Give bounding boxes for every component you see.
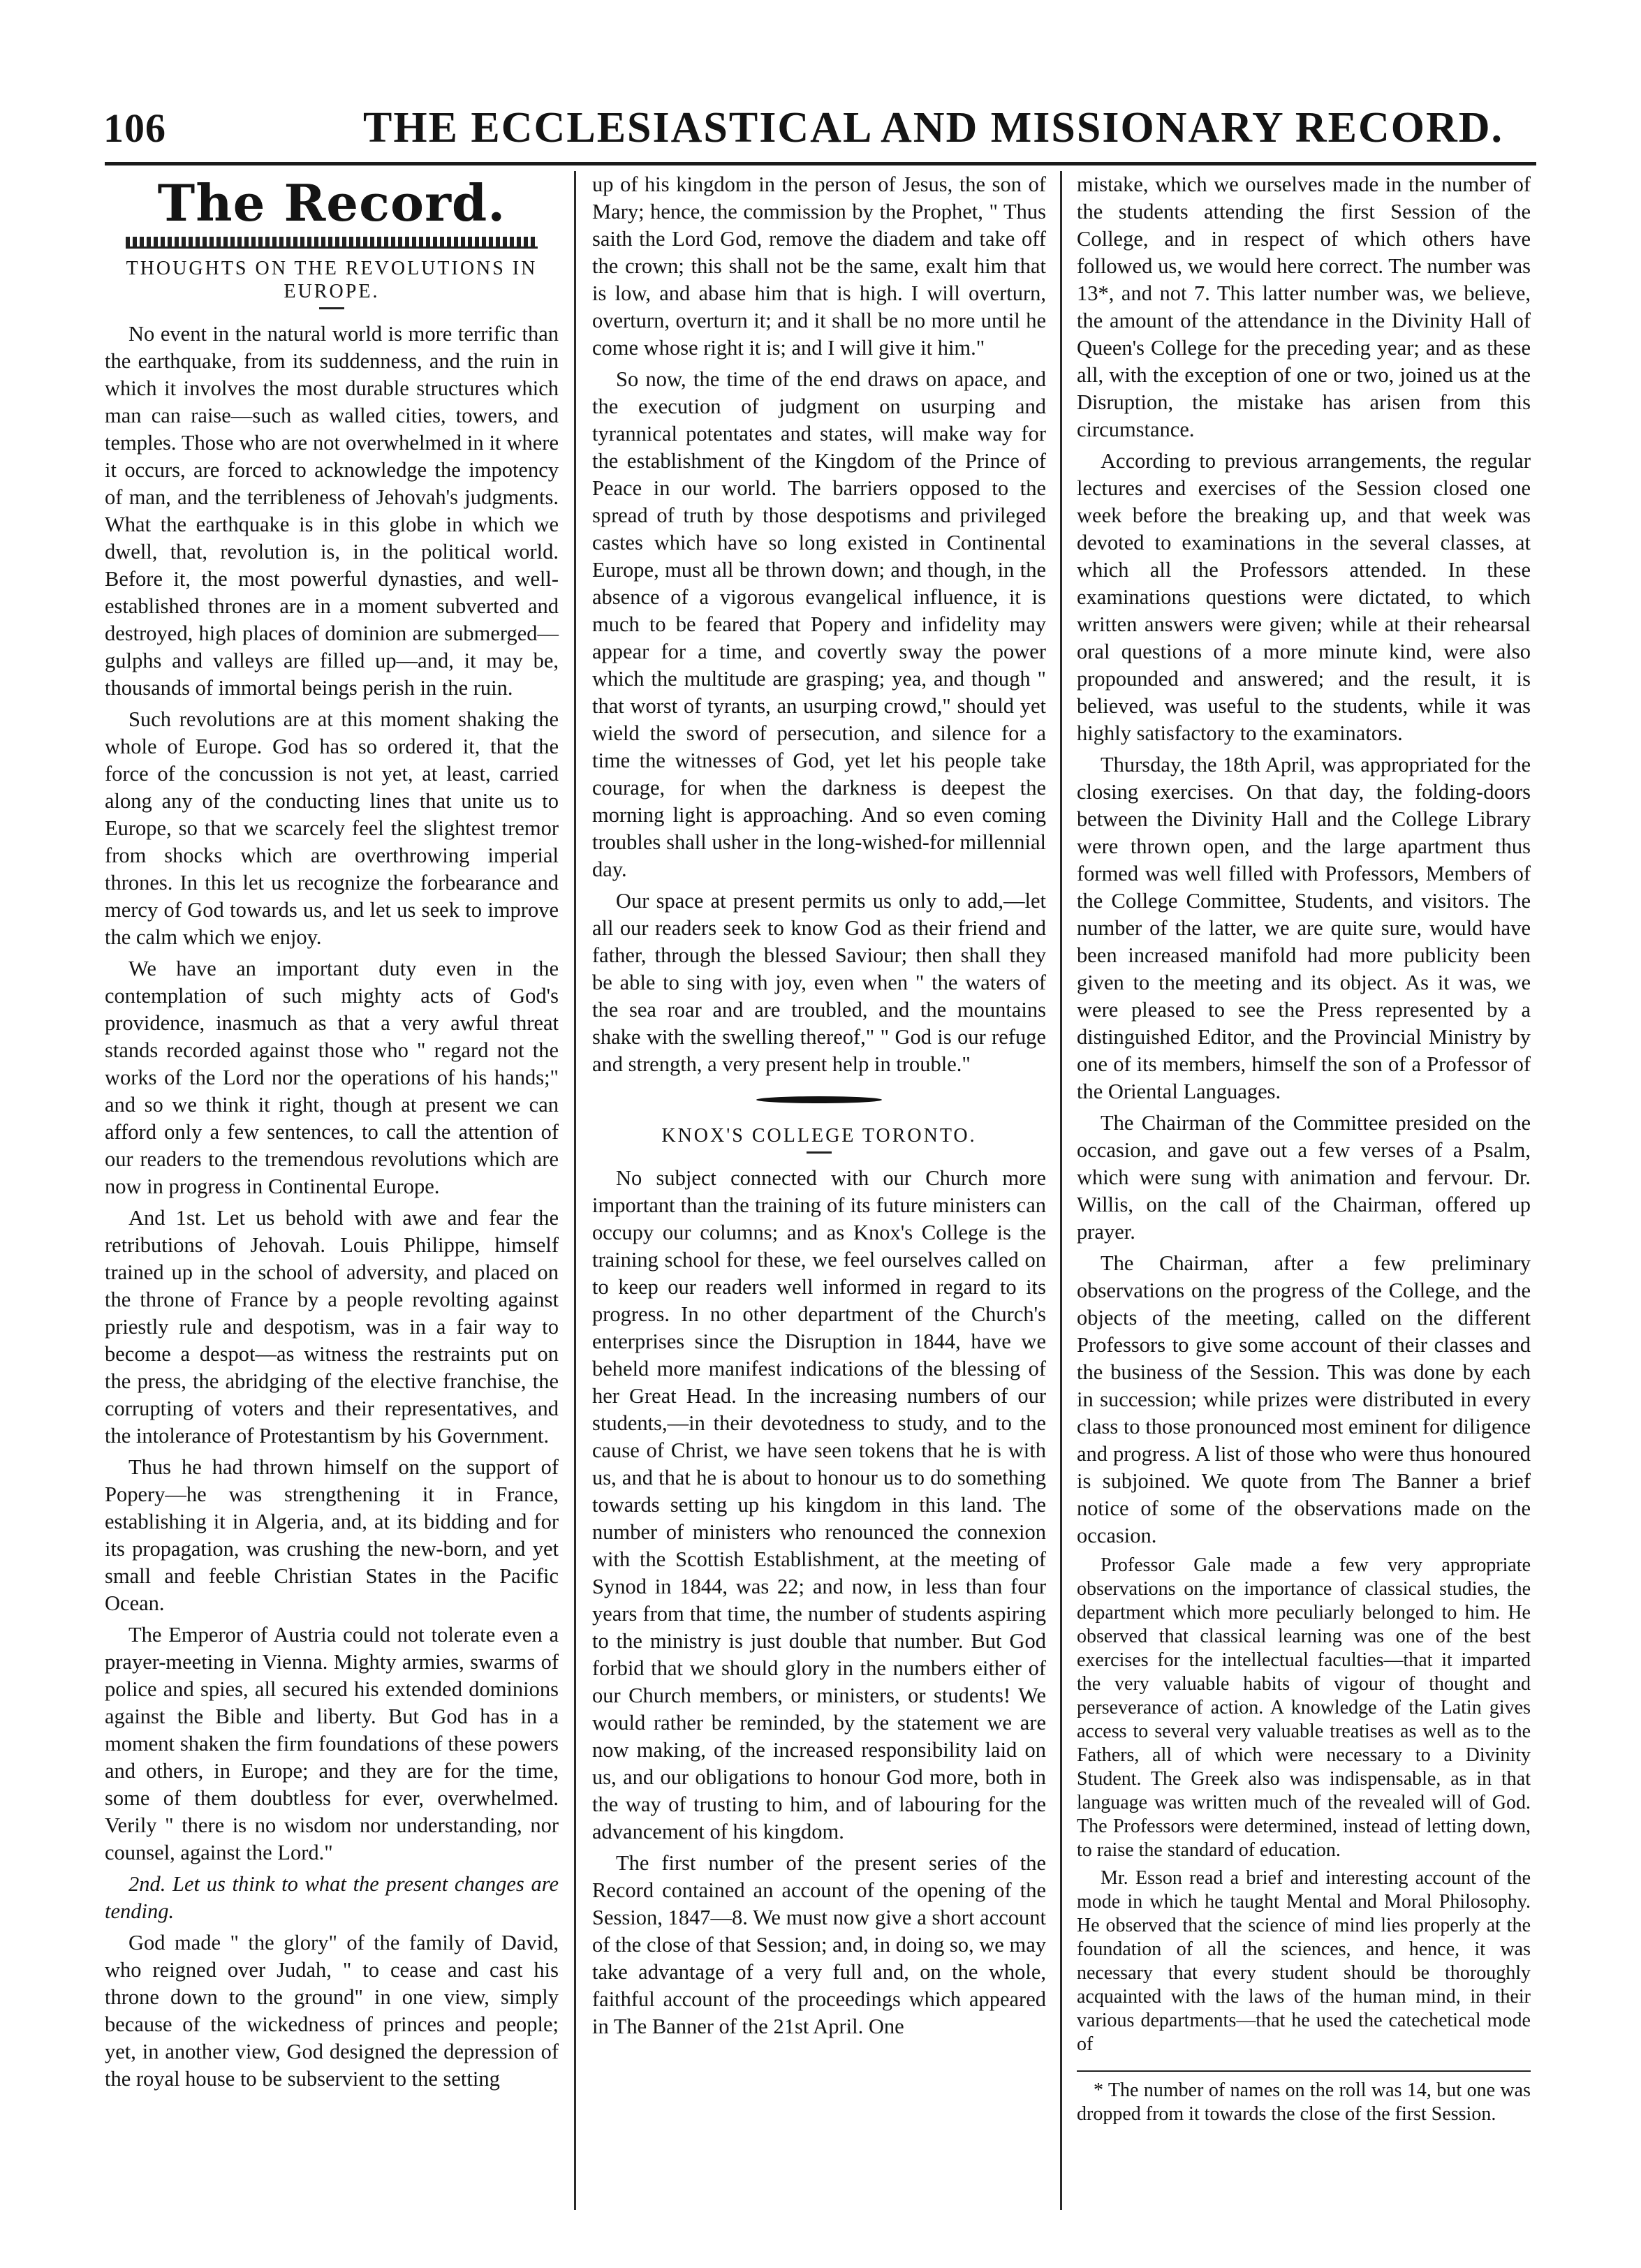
heading-dash: [807, 1151, 832, 1154]
column-2: [592, 171, 1046, 2045]
header-rule: [105, 162, 1536, 165]
paragraph: Professor Gale made a few very appropriate observations on the importance of classical studies, the department which more peculiarly belonged to him. He observed that classical learning was one of the best exercises for the intellectual faculties—that it imparted the very valuable habits of vigour of thought and perseverance of action. A knowledge of the Latin gives access to several very valuable treatises as well as to the Fathers, all of which were necessary to a Divinity Student. The Greek also was indispensable, as in that language was written much of the revealed will of God. The Professors were determined, instead of letting down, to raise the standard of education.: [1077, 1554, 1531, 1861]
paragraph: And 1st. Let us behold with awe and fear the retributions of Jehovah. Louis Philippe, himself trained up in the school of adversity, and placed on the throne of France by a people revolting against priestly rule and despotism, was in a fair way to become a despot—as witness the restraints put on the press, the abridging of the elective franchise, the corrupting of voters and their representatives, and the intolerance of Protestantism by his Government.: [105, 1206, 559, 1448]
section-divider: [756, 1096, 882, 1103]
paragraph: No subject connected with our Church more important than the training of its future ministers can occupy our columns; and as Knox's College is the training school for these, we feel ourselves called on to keep our readers well informed in regard to its progress. In no other department of the Church's enterprises since the Disruption in 1844, have we beheld more manifest indications of the blessing of her Great Head. In the increasing numbers of our students,—in their devotedness to study, and to the cause of Christ, we have seen tokens that he is with us, and that he is about to honour us to do something towards setting up his kingdom in this land. The number of ministers who renounced the connexion with the Scottish Establishment, at the meeting of Synod in 1844, was 22; and now, in less than four years from that time, the number of students aspiring to the ministry is just double that number. But God forbid that we should glory in the numbers either of our Church members, or ministers, or students! We would rather be reminded, by the statement we are now making, of the increased responsibility laid on us, and our obligations to honour God more, both in the way of trusting to him, and of labouring for the advancement of his kingdom.: [592, 1166, 1046, 1843]
paragraph: Such revolutions are at this moment shaking the whole of Europe. God has so ordered it, that the force of the concussion is not yet, at least, carried along any of the conducting lines that unite us to Europe, so that we scarcely feel the slightest tremor from shocks which are overthrowing imperial thrones. In this let us recognize the forbearance and mercy of God towards us, and let us seek to improve the calm which we enjoy.: [105, 707, 559, 949]
article-heading-knoxs-college: KNOX'S COLLEGE TORONTO.: [661, 1125, 977, 1147]
paragraph: mistake, which we ourselves made in the number of the students attending the first Session of the College, and in respect of which others have followed us, we would here correct. The number was 13*, and not 7. This latter number was, we believe, the amount of the attendance in the Divinity Hall of Queen's College for the preceding year; and as these all, with the exception of one or two, joined us at the Disruption, the mistake has arisen from this circumstance.: [1077, 172, 1531, 441]
page-number: 106: [103, 105, 166, 151]
paragraph: The Emperor of Austria could not tolerate even a prayer-meeting in Vienna. Mighty armies, swarms of police and spies, all secured his extended dominions against the Bible and liberty. But God has in a moment shaken the firm foundations of these powers and others, in Europe; and they are for the time, some of them doubtless for ever, overwhelmed. Verily " there is no wisdom nor understanding, nor counsel, against the Lord.": [105, 1623, 559, 1864]
paragraph: The Chairman of the Committee presided on the occasion, and gave out a few verses of a Psalm, which were sung with animation and fervour. Dr. Willis, on the call of the Chairman, offered up prayer.: [1077, 1111, 1531, 1244]
paragraph: up of his kingdom in the person of Jesus, the son of Mary; hence, the commission by the Prophet, " Thus saith the Lord God, remove the diadem and take off the crown; this shall not be the same, exalt him that is low, and abase him that is high. I will overturn, overturn, overturn it; and it shall be no more until he come whose right it is; and I will give it him.": [592, 172, 1046, 360]
paragraph: So now, the time of the end draws on apace, and the execution of judgment on usurping and tyrannical potentates and states, will make way for the establishment of the Kingdom of the Prince of Peace in our world. The barriers opposed to the spread of truth by those despotisms and privileged castes which have so long existed in Continental Europe, must all be thrown down; and though, in the absence of a vigorous evangelical influence, it is much to be feared that Popery and infidelity may appear for a time, and covertly sway the power which the multitude are grasping; yea, and though " that worst of tyrants, an usurping crowd," should yet wield the sword of persecution, and silence for a time the witnesses of God, yet let his people take courage, for when the darkness is deepest the morning light is approaching. And so even coming troubles shall usher in the long-wished-for millennial day.: [592, 367, 1046, 881]
paragraph: Mr. Esson read a brief and interesting account of the mode in which he taught Mental and Moral Philosophy. He observed that the science of mind lies properly at the foundation of all the sciences, and hence, it was necessary that every student should be thoroughly acquainted with the laws of the human mind, in their various departments—that he used the catechetical mode of: [1077, 1867, 1531, 2055]
paragraph: God made " the glory" of the family of David, who reigned over Judah, " to cease and cast his throne down to the ground" in one view, simply because of the wickedness of princes and people; yet, in another view, God designed the depression of the royal house to be subservient to the setting: [105, 1931, 559, 2091]
paragraph: Our space at present permits us only to add,—let all our readers seek to know God as their friend and father, through the blessed Saviour; then shall they be able to sing with joy, even when " the waters of the sea roar and are troubled, and the mountains shake with the swelling thereof," " God is our refuge and strength, a very present help in trouble.": [592, 889, 1046, 1076]
masthead-ornament-rule: [126, 237, 538, 249]
paragraph: According to previous arrangements, the regular lectures and exercises of the Session closed one week before the breaking up, and that week was devoted to examinations in the several classes, at which all the Professors attended. In these examinations questions were dictated, to which written answers were given; while at their rehearsal oral questions of a more minute kind, were also propounded and answered; and the result, it is believed, was useful to the students, while it was highly satisfactory to the examinators.: [1077, 449, 1531, 745]
paragraph: We have an important duty even in the contemplation of such mighty acts of God's providence, inasmuch as that a very awful threat stands recorded against those who " regard not the works of the Lord nor the operations of his hands;" and so we think it right, though at present we can afford only a few sentences, to call the attention of our readers to the tremendous revolutions which are now in progress in Continental Europe.: [105, 957, 559, 1198]
running-title: THE ECCLESIASTICAL AND MISSIONARY RECORD.: [363, 104, 1504, 152]
heading-dash: [319, 307, 344, 309]
subheading-paragraph: 2nd. Let us think to what the present changes are tending.: [105, 1872, 559, 1923]
column-rule-2: [1060, 171, 1062, 2210]
record-masthead: The Record.: [157, 173, 506, 233]
column-3: [1077, 171, 1531, 2126]
column-rule-1: [574, 171, 576, 2210]
paragraph: The Chairman, after a few preliminary observations on the progress of the College, and the objects of the meeting, called on the different Professors to give some account of their classes and the business of the Session. This was done by each in succession; while prizes were distributed in every class to those pronounced most eminent for diligence and progress. A list of those who were thus honoured is subjoined. We quote from The Banner a brief notice of some of the observations made on the occasion.: [1077, 1251, 1531, 1547]
paragraph: No event in the natural world is more terrific than the earthquake, from its suddenness, and the ruin in which it involves the most durable structures which man can raise—such as walled cities, towers, and temples. Those who are not overwhelmed in it where it occurs, are forced to acknowledge the impotency of man, and the terribleness of Jehovah's judgments. What the earthquake is in this globe in which we dwell, that, revolution is, in the political world. Before it, the most powerful dynasties, and well-established thrones are in a moment subverted and destroyed, high places of dominion are submerged—gulphs and valleys are filled up—and, it may be, thousands of immortal beings perish in the ruin.: [105, 322, 559, 700]
paragraph: Thursday, the 18th April, was appropriated for the closing exercises. On that day, the folding-doors between the Divinity Hall and the College Library were thrown open, and the large apartment thus formed was well filled with Professors, Members of the College Committee, Students, and visitors. The number of the latter, we are quite sure, would have been increased manifold had more publicity been given to the meeting and its object. As it was, we were pleased to see the Press represented by a distinguished Editor, and the Provincial Ministry by one of its members, himself the son of a Professor of the Oriental Languages.: [1077, 753, 1531, 1103]
paragraph: The first number of the present series of the Record contained an account of the opening of the Session, 1847—8. We must now give a short account of the close of that Session; and, in doing so, we may take advantage of a very full and, on the whole, faithful account of the proceedings which appeared in The Banner of the 21st April. One: [592, 1851, 1046, 2038]
footnote: * The number of names on the roll was 14, but one was dropped from it towards the close of the first Session.: [1077, 2079, 1531, 2125]
paragraph: Thus he had thrown himself on the support of Popery—he was strengthening it in France, establishing it in Algeria, and, at its bidding and for its propagation, was crushing the new-born, and yet small and feeble Christian States in the Pacific Ocean.: [105, 1455, 559, 1615]
column-1: [105, 171, 559, 2097]
article-heading-revolutions: THOUGHTS ON THE REVOLUTIONS IN EUROPE.: [126, 258, 538, 302]
footnote-rule: [1077, 2070, 1531, 2072]
